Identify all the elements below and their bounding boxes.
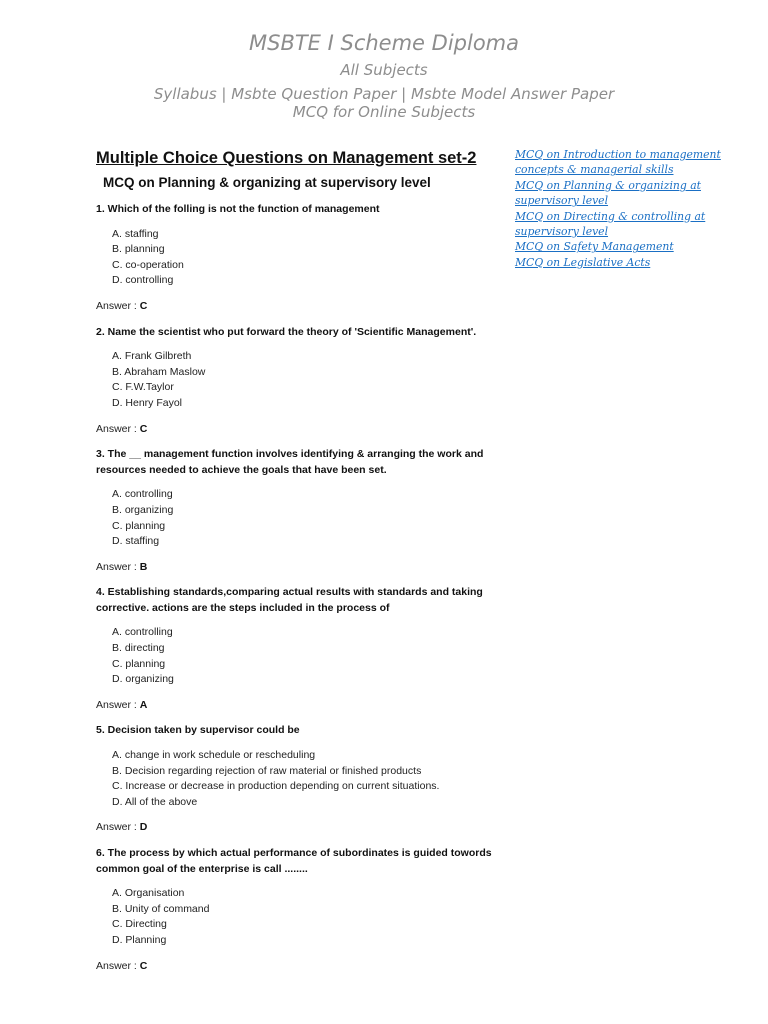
question-block bbox=[96, 447, 496, 575]
answer-line bbox=[96, 422, 496, 438]
page-title: Multiple Choice Questions on Management set-2 bbox=[96, 149, 477, 167]
option-a: A. Frank Gilbreth bbox=[112, 350, 192, 363]
option-c: C. Increase or decrease in production depending on current situations. bbox=[112, 780, 440, 793]
option-b: B. Unity of command bbox=[112, 902, 210, 915]
option-b: B. Decision regarding rejection of raw material or finished products bbox=[112, 764, 422, 777]
option-d: D. All of the above bbox=[112, 795, 198, 808]
option-list bbox=[112, 625, 496, 687]
answer-line bbox=[96, 560, 496, 576]
answer-value: C bbox=[139, 299, 148, 312]
option-b: B. directing bbox=[112, 642, 165, 655]
question-block bbox=[96, 723, 496, 836]
option-b: B. planning bbox=[112, 243, 165, 256]
section-title: MCQ on Planning & organizing at supervisory level bbox=[103, 175, 431, 190]
link-mcq-safety-management[interactable]: MCQ on Safety Management bbox=[515, 240, 674, 254]
option-d: D. Planning bbox=[112, 933, 167, 946]
option-a: A. staffing bbox=[112, 227, 159, 240]
option-list bbox=[112, 349, 496, 411]
option-d: D. organizing bbox=[112, 673, 174, 686]
answer-value: C bbox=[139, 959, 148, 972]
answer-label: Answer : bbox=[96, 422, 140, 435]
question-block bbox=[96, 585, 496, 713]
site-title: MSBTE I Scheme Diploma bbox=[249, 31, 519, 55]
answer-label: Answer : bbox=[96, 959, 140, 972]
related-links-sidebar bbox=[515, 147, 730, 270]
answer-label: Answer : bbox=[96, 560, 140, 573]
site-subtitle-resources: Syllabus | Msbte Question Paper | Msbte Model Answer Paper bbox=[153, 85, 615, 103]
answer-value: D bbox=[139, 821, 148, 834]
answer-line bbox=[96, 959, 496, 975]
answer-value: A bbox=[139, 698, 148, 711]
option-list bbox=[112, 886, 496, 948]
question-text: 5. Decision taken by supervisor could be bbox=[96, 724, 300, 737]
option-list bbox=[112, 487, 496, 549]
option-d: D. controlling bbox=[112, 274, 174, 287]
question-text: 1. Which of the folling is not the function of management bbox=[96, 203, 380, 215]
answer-label: Answer : bbox=[96, 299, 140, 312]
link-mcq-planning-organizing[interactable]: MCQ on Planning & organizing at supervisory level bbox=[515, 178, 701, 208]
option-a: A. Organisation bbox=[112, 887, 185, 900]
option-c: C. F.W.Taylor bbox=[112, 381, 174, 394]
answer-value: B bbox=[139, 560, 148, 573]
link-mcq-directing-controlling[interactable]: MCQ on Directing & controlling at supervisory level bbox=[515, 209, 706, 239]
answer-label: Answer : bbox=[96, 821, 140, 834]
option-b: B. organizing bbox=[112, 503, 174, 516]
option-list bbox=[112, 227, 496, 289]
option-d: D. Henry Fayol bbox=[112, 396, 183, 409]
option-c: C. planning bbox=[112, 657, 166, 670]
option-c: C. Directing bbox=[112, 918, 167, 931]
answer-label: Answer : bbox=[96, 698, 140, 711]
question-block bbox=[96, 846, 496, 974]
option-c: C. co-operation bbox=[112, 258, 184, 271]
answer-value: C bbox=[139, 422, 148, 435]
question-block bbox=[96, 202, 496, 315]
option-c: C. planning bbox=[112, 519, 166, 532]
option-a: A. change in work schedule or rescheduling bbox=[112, 749, 316, 762]
option-a: A. controlling bbox=[112, 626, 173, 639]
option-a: A. controlling bbox=[112, 488, 173, 501]
answer-line bbox=[96, 820, 496, 836]
option-list bbox=[112, 748, 496, 810]
question-text: 3. The __ management function involves identifying & arranging the work and resources needed to achieve the goals that have been set. bbox=[96, 448, 484, 476]
answer-line bbox=[96, 299, 496, 315]
link-mcq-introduction-management[interactable]: MCQ on Introduction to management concepts & managerial skills bbox=[515, 148, 721, 177]
link-mcq-legislative-acts[interactable]: MCQ on Legislative Acts bbox=[515, 255, 651, 269]
site-subtitle-mcq: MCQ for Online Subjects bbox=[292, 103, 476, 121]
option-b: B. Abraham Maslow bbox=[112, 365, 206, 378]
question-block bbox=[96, 325, 496, 438]
question-text: 2. Name the scientist who put forward the theory of 'Scientific Management'. bbox=[96, 325, 477, 338]
answer-line bbox=[96, 698, 496, 714]
main-content bbox=[96, 146, 496, 984]
site-subtitle-all-subjects: All Subjects bbox=[340, 61, 428, 79]
option-d: D. staffing bbox=[112, 535, 160, 548]
question-text: 6. The process by which actual performance of subordinates is guided towords common goal of the enterprise is call ........ bbox=[96, 847, 492, 875]
question-text: 4. Establishing standards,comparing actual results with standards and taking corrective. actions are the steps included in the process of bbox=[96, 586, 483, 614]
